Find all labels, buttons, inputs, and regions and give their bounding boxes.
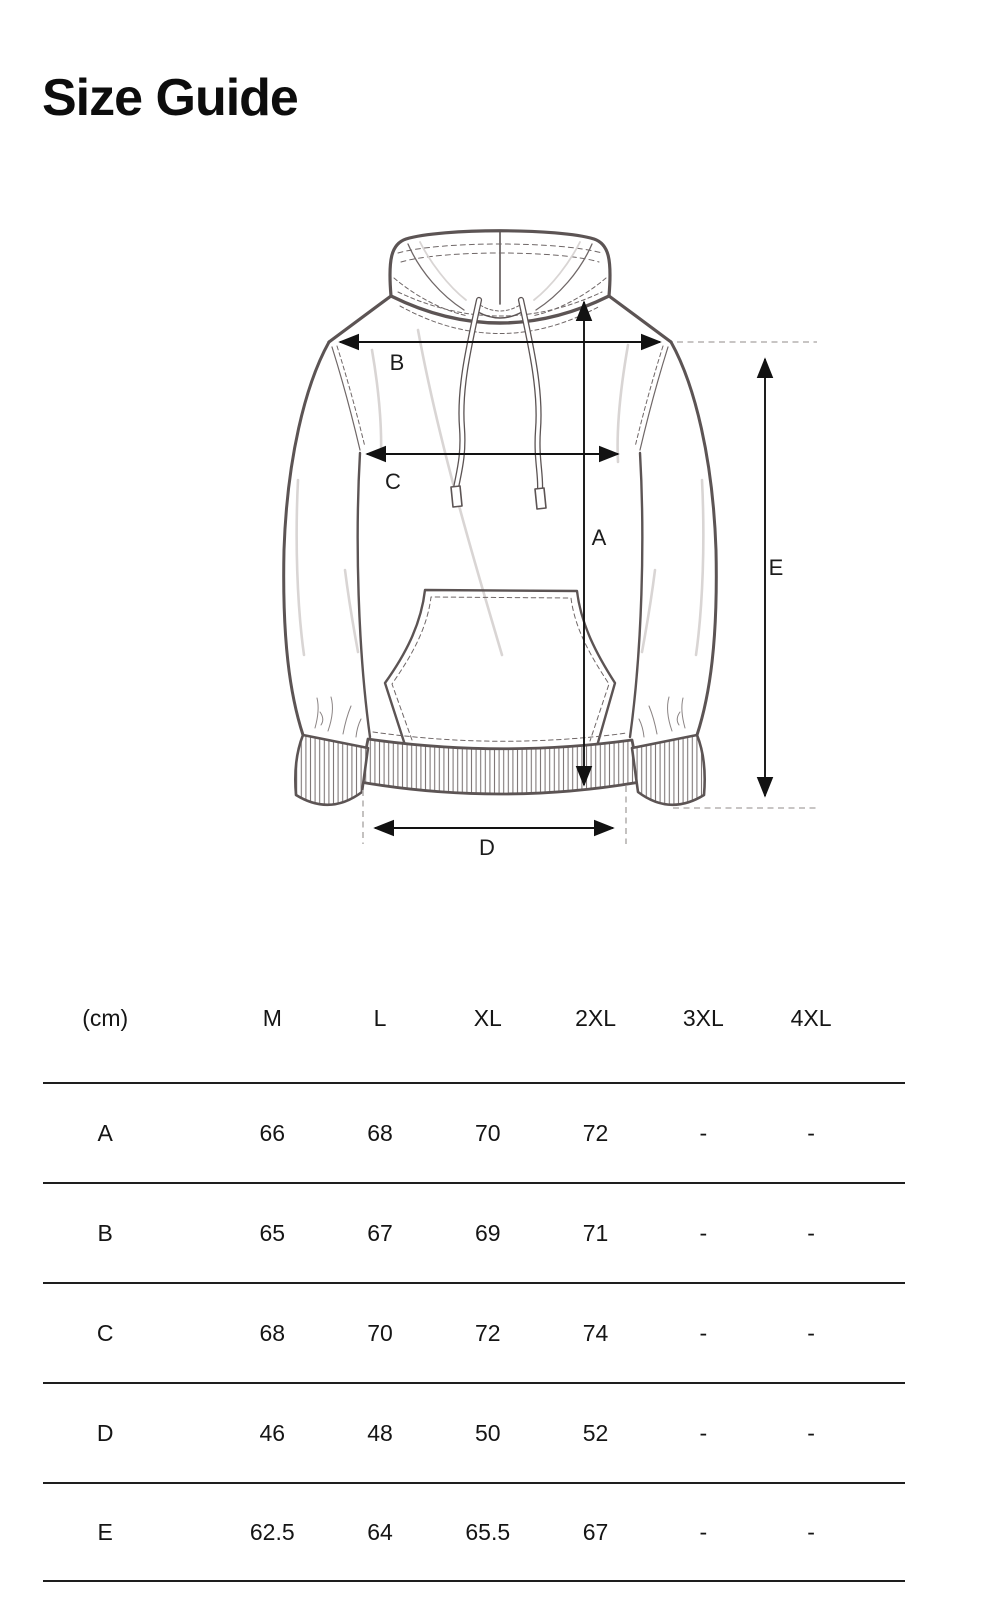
size-row-c [43, 1282, 905, 1382]
unit-header-cell: (cm) [82, 1005, 129, 1031]
torso-sides [358, 453, 643, 737]
measure-label-c: C [385, 469, 401, 494]
measure-label-e: E [768, 555, 784, 580]
right-sleeve [671, 342, 716, 735]
size-value: 69 [474, 1219, 501, 1246]
row-label: C [96, 1319, 114, 1346]
size-value: - [807, 1119, 815, 1146]
size-row-a [43, 1082, 905, 1182]
hood [390, 231, 610, 334]
size-value: - [699, 1219, 708, 1246]
size-value: 67 [367, 1219, 393, 1246]
column-header-l: L [373, 1005, 387, 1031]
size-value: 74 [582, 1319, 609, 1346]
size-value: 72 [582, 1119, 609, 1146]
column-header-2xl: 2XL [575, 1005, 616, 1031]
measure-label-a: A [591, 525, 607, 550]
aglet-left [451, 486, 462, 507]
page-title: Size Guide [42, 69, 298, 127]
size-value: - [807, 1518, 815, 1545]
row-label: A [97, 1119, 113, 1146]
size-value: 70 [367, 1319, 393, 1346]
size-value: 70 [474, 1119, 501, 1146]
size-value: 72 [474, 1319, 501, 1346]
size-value: - [807, 1419, 815, 1446]
aglet-right [535, 488, 546, 509]
raglan-stitch [337, 346, 663, 447]
row-label: B [97, 1219, 113, 1246]
cuff-wrinkles [315, 697, 685, 737]
size-value: 62.5 [249, 1518, 295, 1545]
size-value: 68 [259, 1319, 286, 1346]
size-row-b [43, 1182, 905, 1282]
size-value: - [807, 1219, 815, 1246]
column-header-3xl: 3XL [682, 1005, 724, 1031]
size-value: - [807, 1319, 815, 1346]
size-row-e [43, 1482, 905, 1582]
measure-label-b: B [389, 350, 405, 375]
size-value: 48 [367, 1419, 393, 1446]
size-table [43, 955, 905, 1582]
size-value: 46 [259, 1419, 286, 1446]
right-cuff [632, 735, 705, 805]
size-value: - [699, 1119, 708, 1146]
size-value: 64 [367, 1518, 393, 1545]
measure-label-d: D [479, 835, 495, 860]
column-header-xl: XL [473, 1005, 502, 1031]
kangaroo-pocket [385, 590, 615, 746]
size-row-d [43, 1382, 905, 1482]
size-value: 68 [367, 1119, 393, 1146]
size-value: - [699, 1419, 708, 1446]
size-value: 65 [259, 1219, 286, 1246]
size-value: 66 [259, 1119, 286, 1146]
row-label: E [97, 1518, 113, 1545]
hoodie-technical-drawing [0, 200, 1000, 900]
size-value: 67 [582, 1518, 609, 1545]
column-header-4xl: 4XL [790, 1005, 832, 1031]
left-cuff [295, 735, 368, 805]
column-header-m: M [262, 1005, 282, 1031]
size-value: 52 [582, 1419, 609, 1446]
left-sleeve [284, 342, 329, 735]
size-value: - [699, 1518, 708, 1545]
hoodie-size-diagram [0, 200, 1000, 900]
size-value: - [699, 1319, 708, 1346]
size-value: 71 [582, 1219, 609, 1246]
size-value: 65.5 [465, 1518, 511, 1545]
drawstrings [451, 300, 546, 509]
size-value: 50 [474, 1419, 501, 1446]
size-table-header-row [43, 955, 905, 1082]
hoodie-outline-group [284, 231, 717, 805]
row-label: D [96, 1419, 114, 1446]
